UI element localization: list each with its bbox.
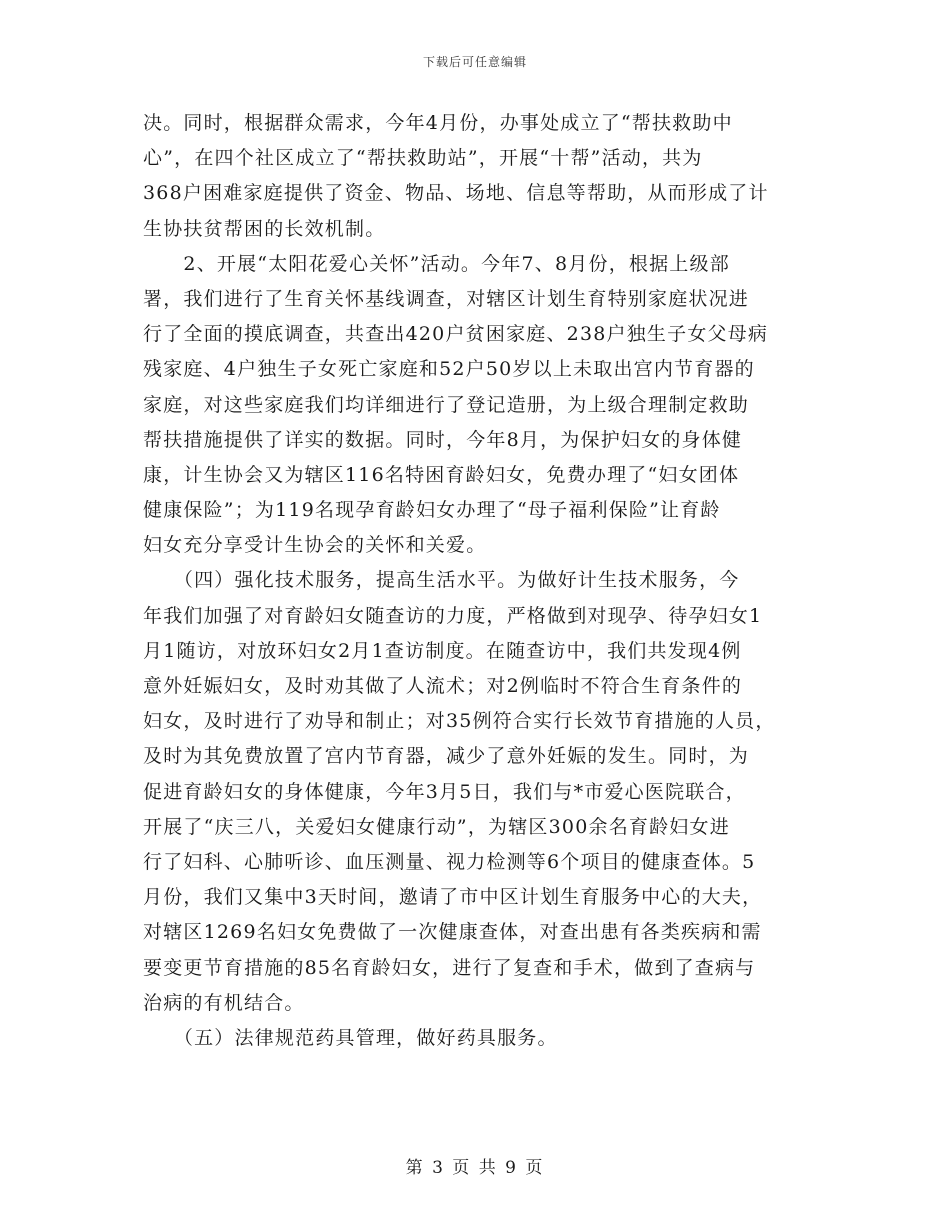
text-line: 开展了“庆三八，关爱妇女健康行动”，为辖区300余名育龄妇女进 [143,815,730,838]
text-line: 生协扶贫帮困的长效机制。 [143,217,386,240]
text-line: 意外妊娠妇女，及时劝其做了人流术；对2例临时不符合生育条件的 [143,675,743,697]
document-body [143,106,813,1056]
text-line: 及时为其免费放置了宫内节育器，减少了意外妊娠的发生。同时，为 [143,745,750,768]
text-line: 家庭，对这些家庭我们均详细进行了登记造册，为上级合理制定救助 [143,393,750,416]
page-number-footer: 第 3 页 共 9 页 [405,1158,545,1178]
text-line: 健康保险”；为119名现孕育龄妇女办理了“母子福利保险”让育龄 [143,499,721,522]
text-line: 妇女，及时进行了劝导和制止；对35例符合实行长效节育措施的人员， [143,710,776,733]
text-line: （四）强化技术服务，提高生活水平。为做好计生技术服务，今 [143,569,740,592]
text-line: 月份，我们又集中3天时间，邀请了市中区计划生育服务中心的大夫， [143,886,763,909]
text-line: 康，计生协会又为辖区116名特困育龄妇女，免费办理了“妇女团体 [143,463,740,486]
text-line: 要变更节育措施的85名育龄妇女，进行了复查和手术，做到了查病与 [143,956,756,979]
text-line: 治病的有机结合。 [143,991,305,1014]
text-line: 促进育龄妇女的身体健康，今年3月5日，我们与*市爱心医院联合， [143,780,746,803]
text-line: 署，我们进行了生育关怀基线调查，对辖区计划生育特别家庭状况进 [143,287,750,310]
text-line: 行了全面的摸底调查，共查出420户贫困家庭、238户独生子女父母病 [143,323,769,346]
text-line: 残家庭、4户独生子女死亡家庭和52户50岁以上未取出宫内节育器的 [143,358,755,381]
text-line: 帮扶措施提供了详实的数据。同时，今年8月，为保护妇女的身体健 [143,428,743,451]
text-line: 2、开展“太阳花爱心关怀”活动。今年7、8月份，根据上级部 [143,252,730,275]
text-line: 月1随访，对放环妇女2月1查访制度。在随查访中，我们共发现4例 [143,639,742,662]
text-line: 决。同时，根据群众需求，今年4月份，办事处成立了“帮扶救助中 [143,112,733,134]
text-line: 368户困难家庭提供了资金、物品、场地、信息等帮助，从而形成了计 [143,182,769,205]
text-line: 妇女充分享受计生协会的关怀和关爱。 [143,534,487,557]
text-line: 对辖区1269名妇女免费做了一次健康查体，对查出患有各类疾病和需 [143,921,762,944]
text-line: 年我们加强了对育龄妇女随查访的力度，严格做到对现孕、待孕妇女1 [143,604,763,627]
page-header: 下载后可任意编辑 [422,55,527,69]
text-line: 心”，在四个社区成立了“帮扶救助站”，开展“十帮”活动，共为 [143,147,703,170]
text-line: 行了妇科、心肺听诊、血压测量、视力检测等6个项目的健康查体。5 [143,850,756,873]
text-line: （五）法律规范药具管理，做好药具服务。 [143,1026,558,1049]
